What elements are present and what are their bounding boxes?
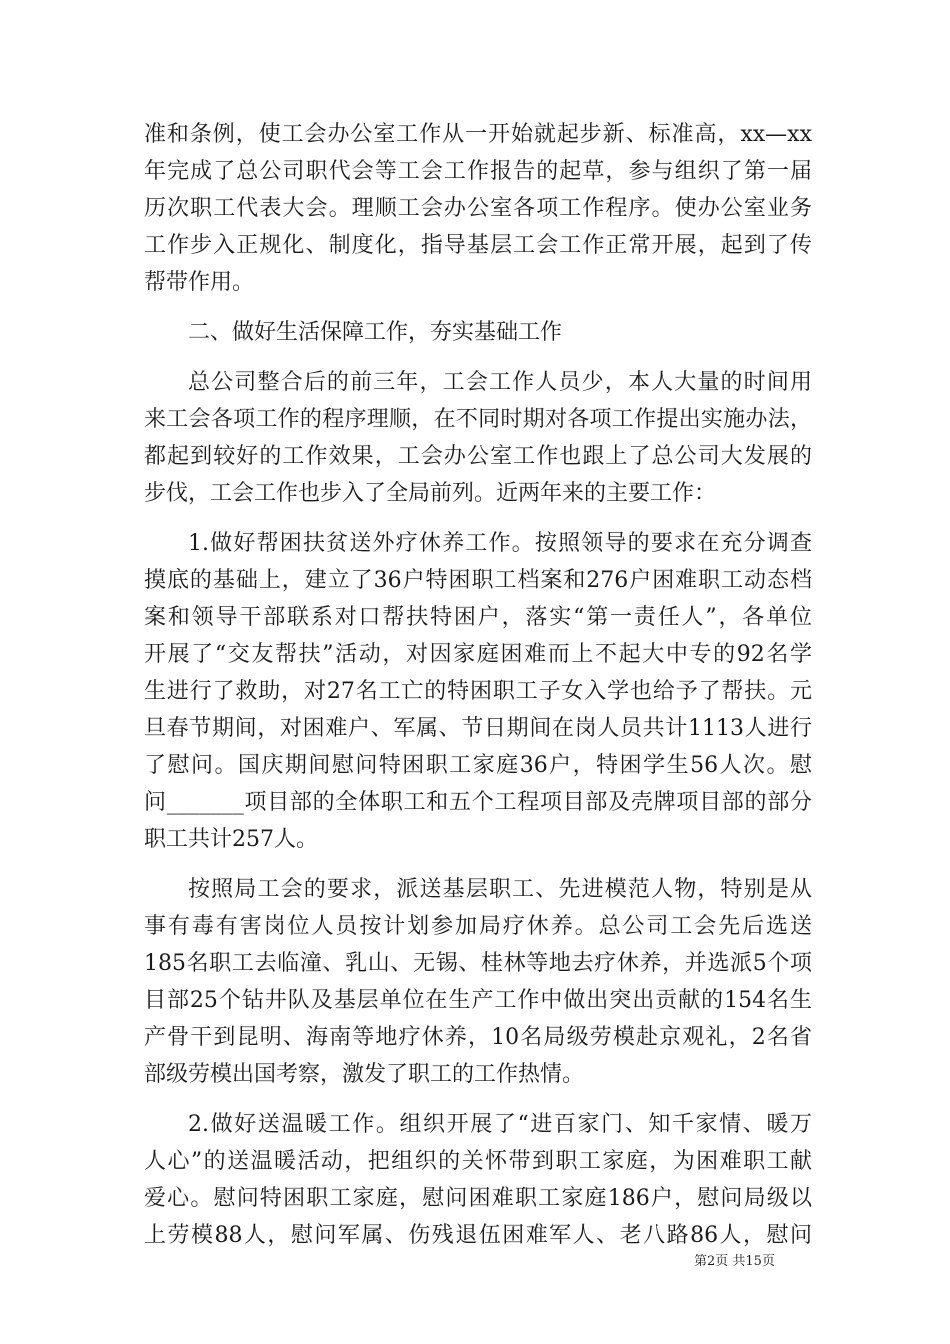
text-line: 人心”的送温暖活动，把组织的关怀带到职工家庭，为困难职工献 — [144, 1149, 812, 1174]
paragraph-gap — [144, 512, 812, 525]
paragraph — [144, 1106, 812, 1254]
text-line: 目部25个钻井队及基层单位在生产工作中做出突出贡献的154名生 — [144, 988, 812, 1013]
paragraph — [144, 525, 812, 858]
text-line: 1.做好帮困扶贫送外疗休养工作。按照领导的要求在充分调查 — [188, 531, 812, 556]
document-body — [144, 116, 812, 1254]
text-line: 部级劳模出国考察，激发了职工的工作热情。 — [144, 1062, 585, 1087]
text-line: 事有毒有害岗位人员按计划参加局疗休养。总公司工会先后选送 — [144, 914, 812, 939]
paragraph-continuation — [144, 116, 812, 301]
text-line: 工作步入正规化、制度化，指导基层工会工作正常开展，起到了传 — [144, 233, 812, 258]
text-line: 开展了“交友帮扶”活动，对因家庭困难而上不起大中专的92名学 — [144, 642, 812, 667]
paragraph — [144, 364, 812, 512]
paragraph-gap — [144, 351, 812, 364]
text-line: 职工共计257人。 — [144, 827, 318, 852]
text-line: 总公司整合后的前三年，工会工作人员少，本人大量的时间用 — [188, 370, 812, 395]
paragraph-gap — [144, 301, 812, 314]
paragraph-gap — [144, 1093, 812, 1106]
text-line: 问_______项目部的全体职工和五个工程项目部及壳牌项目部的部分 — [144, 790, 812, 815]
paragraph — [144, 871, 812, 1093]
text-line: 步伐，工会工作也步入了全局前列。近两年来的主要工作： — [144, 481, 717, 506]
text-line: 爱心。慰问特困职工家庭，慰问困难职工家庭186户，慰问局级以 — [144, 1186, 812, 1211]
text-line: 准和条例，使工会办公室工作从一开始就起步新、标准高，xx—xx — [144, 122, 812, 147]
text-line: 185名职工去临潼、乳山、无锡、桂林等地去疗休养，并选派5个项 — [144, 951, 812, 976]
text-line: 按照局工会的要求，派送基层职工、先进模范人物，特别是从 — [188, 877, 812, 902]
text-line: 案和领导干部联系对口帮扶特困户，落实“第一责任人”，各单位 — [144, 605, 812, 630]
text-line: 历次职工代表大会。理顺工会办公室各项工作程序。使办公室业务 — [144, 196, 812, 221]
section-heading — [144, 314, 812, 351]
text-line: 2.做好送温暖工作。组织开展了“进百家门、知千家情、暖万 — [188, 1112, 812, 1137]
text-line: 摸底的基础上，建立了36户特困职工档案和276户困难职工动态档 — [144, 568, 812, 593]
page-number: 第2页 共15页 — [694, 1254, 775, 1269]
text-line: 来工会各项工作的程序理顺，在不同时期对各项工作提出实施办法， — [144, 407, 812, 432]
text-line: 都起到较好的工作效果，工会办公室工作也跟上了总公司大发展的 — [144, 444, 812, 469]
text-line: 帮带作用。 — [144, 270, 255, 295]
text-line: 产骨干到昆明、海南等地疗休养，10名局级劳模赴京观礼，2名省 — [144, 1025, 812, 1050]
heading-text: 二、做好生活保障工作，夯实基础工作 — [188, 320, 563, 345]
text-line: 了慰问。国庆期间慰问特困职工家庭36户，特困学生56人次。慰 — [144, 753, 812, 778]
text-line: 旦春节期间，对困难户、军属、节日期间在岗人员共计1113人进行 — [144, 716, 812, 741]
text-line: 年完成了总公司职代会等工会工作报告的起草，参与组织了第一届 — [144, 159, 812, 184]
text-line: 生进行了救助，对27名工亡的特困职工子女入学也给予了帮扶。元 — [144, 679, 812, 704]
paragraph-gap — [144, 858, 812, 871]
text-line: 上劳模88人，慰问军属、伤残退伍困难军人、老八路86人，慰问 — [144, 1223, 812, 1248]
